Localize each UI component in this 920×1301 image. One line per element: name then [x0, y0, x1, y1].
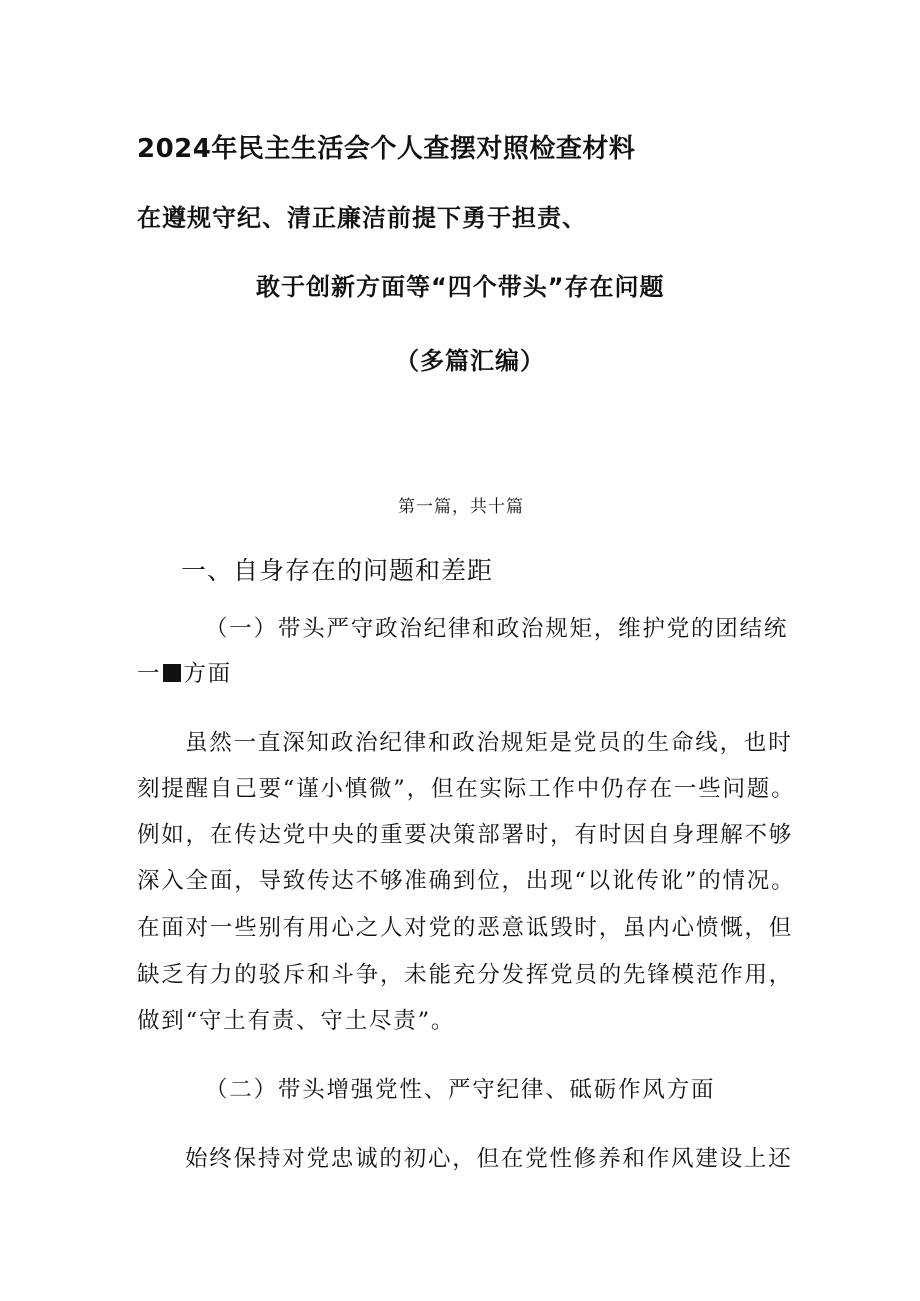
paragraph-line: 做到“守土有责、守土尽责”。 — [137, 1008, 456, 1034]
subsection-heading-1-line-2 — [137, 663, 232, 686]
paragraph-line: 刻提醒自己要“谨小慎微”，但在实际工作中仍存在一些问题。 — [137, 776, 796, 802]
document-title: 2024年民主生活会个人查摆对照检查材料 — [137, 134, 636, 164]
subsection-heading-1-suffix: 方面 — [183, 661, 232, 687]
part-label: 第一篇，共十篇 — [398, 497, 524, 517]
paragraph-line: 例如，在传达党中央的重要决策部署时，有时因自身理解不够 — [137, 822, 794, 848]
paragraph-line: 始终保持对党忠诚的初心，但在党性修养和作风建设上还 — [185, 1146, 793, 1172]
subsection-heading-2: （二）带头增强党性、严守纪律、砥砺作风方面 — [205, 1077, 716, 1103]
document-subtitle-line-1: 在遵规守纪、清正廉洁前提下勇于担责、 — [137, 204, 587, 232]
paragraph-line: 在面对一些别有用心之人对党的恶意诋毁时，虽内心愤慨，但 — [137, 915, 794, 941]
black-square-icon — [163, 664, 181, 682]
paragraph-line: 深入全面，导致传达不够准确到位，出现“以讹传讹”的情况。 — [137, 868, 796, 894]
document-subtitle-line-3: （多篇汇编） — [395, 347, 545, 375]
subsection-heading-1-prefix: 一 — [137, 661, 162, 687]
paragraph-line: 虽然一直深知政治纪律和政治规矩是党员的生命线，也时 — [185, 730, 793, 756]
section-heading: 一、自身存在的问题和差距 — [181, 556, 494, 585]
paragraph-line: 缺乏有力的驳斥和斗争，未能充分发挥党员的先锋模范作用， — [137, 962, 794, 988]
subsection-heading-1-line-1: （一）带头严守政治纪律和政治规矩，维护党的团结统 — [205, 616, 789, 642]
document-subtitle-line-2: 敢于创新方面等“四个带头”存在问题 — [256, 273, 665, 301]
